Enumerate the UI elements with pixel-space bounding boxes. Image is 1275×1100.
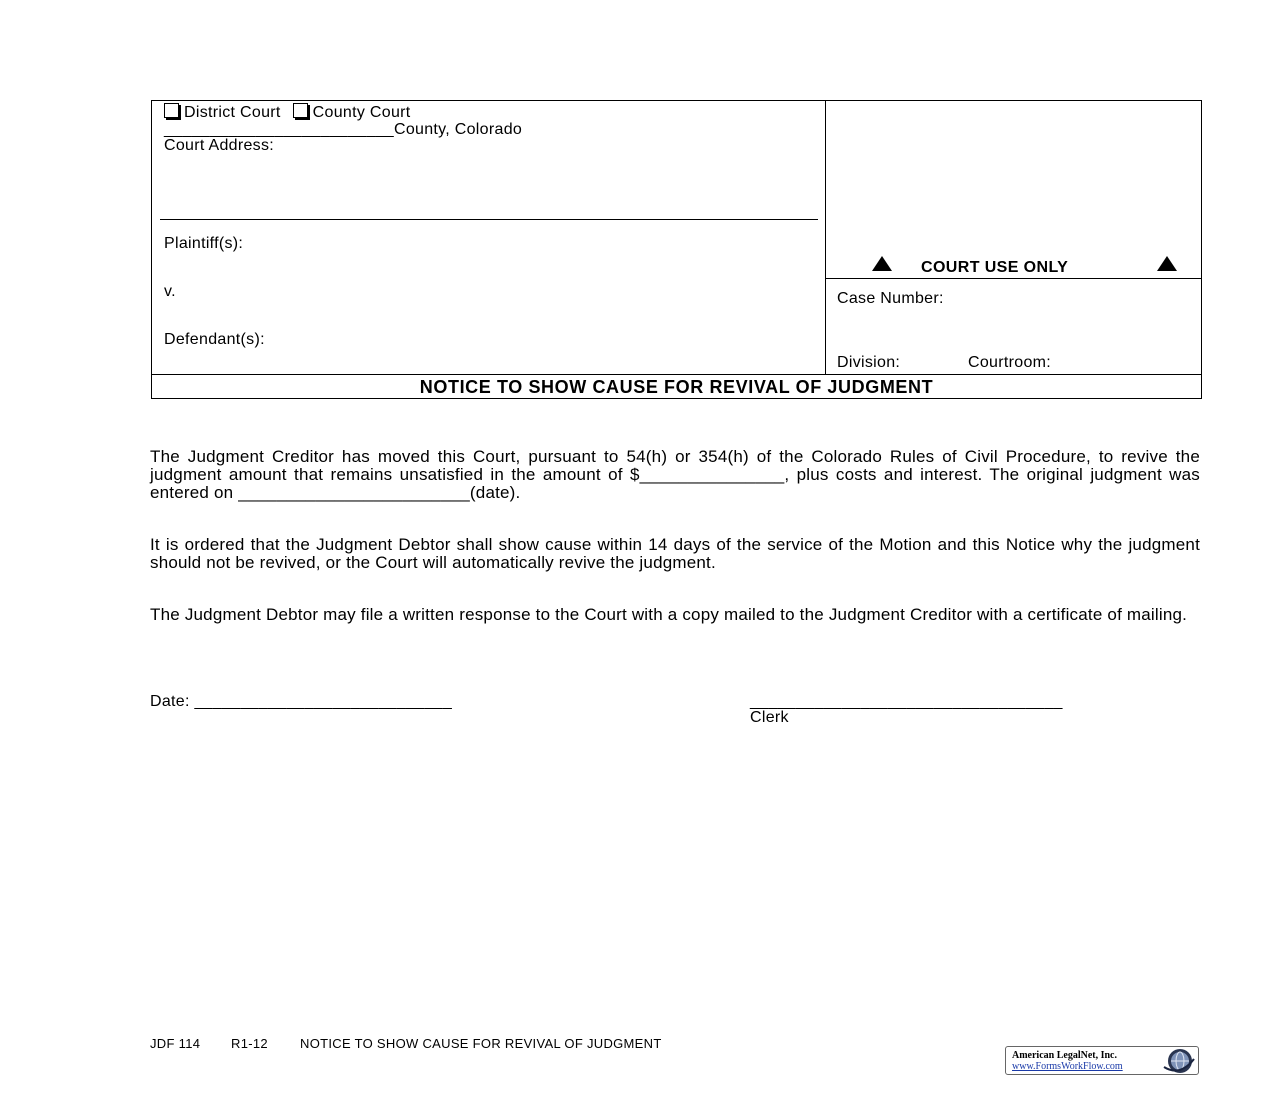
up-arrow-icon: [872, 256, 892, 271]
county-line: _________________________County, Colorado: [164, 121, 523, 138]
footer-form-id: JDF 114: [150, 1036, 201, 1051]
county-court-checkbox[interactable]: [293, 103, 308, 118]
document-title: NOTICE TO SHOW CAUSE FOR REVIVAL OF JUDGMENT: [419, 377, 934, 397]
body-paragraph-1: The Judgment Creditor has moved this Court, pursuant to 54(h) or 354(h) of the Colorado Rules of Civil Procedure, to revive the judgment amount that remains unsatisfied in the amount of $_______________, plus costs and interest. The original judgment was entered on ________________________(date).: [150, 447, 1200, 502]
court-address-divider: [160, 219, 818, 220]
district-court-label: District Court: [184, 104, 281, 121]
courtroom-label: Courtroom:: [968, 354, 1052, 371]
american-legalnet-logo: [1005, 1046, 1199, 1075]
district-court-checkbox[interactable]: [164, 103, 179, 118]
logo-url-link[interactable]: www.FormsWorkFlow.com: [1012, 1061, 1123, 1072]
versus-label: v.: [164, 283, 176, 300]
case-number-label: Case Number:: [837, 290, 944, 307]
caption-vertical-divider: [825, 100, 826, 375]
body-paragraph-2: It is ordered that the Judgment Debtor shall show cause within 14 days of the service of the Motion and this Notice why the judgment should not be revived, or the Court will automatically revive the judgment.: [150, 535, 1200, 572]
court-use-only-label: COURT USE ONLY: [921, 259, 1069, 276]
body-paragraph-3: The Judgment Debtor may file a written response to the Court with a copy mailed to the Judgment Creditor with a certificate of mailing.: [150, 605, 1188, 624]
court-type-row: [164, 103, 411, 122]
clerk-signature-line: __________________________________: [750, 693, 1063, 710]
plaintiff-label: Plaintiff(s):: [164, 235, 244, 252]
county-court-label: County Court: [312, 104, 411, 121]
defendant-label: Defendant(s):: [164, 331, 265, 348]
court-use-divider: [825, 278, 1202, 279]
clerk-label: Clerk: [750, 709, 789, 726]
footer-form-title: NOTICE TO SHOW CAUSE FOR REVIVAL OF JUDGMENT: [300, 1036, 662, 1051]
date-line: Date: ____________________________: [150, 693, 453, 710]
footer-revision: R1-12: [231, 1036, 268, 1051]
division-label: Division:: [837, 354, 901, 371]
logo-company-name: American LegalNet, Inc.: [1012, 1050, 1117, 1061]
court-address-label: Court Address:: [164, 137, 275, 154]
up-arrow-icon: [1157, 256, 1177, 271]
globe-icon: [1158, 1047, 1196, 1075]
